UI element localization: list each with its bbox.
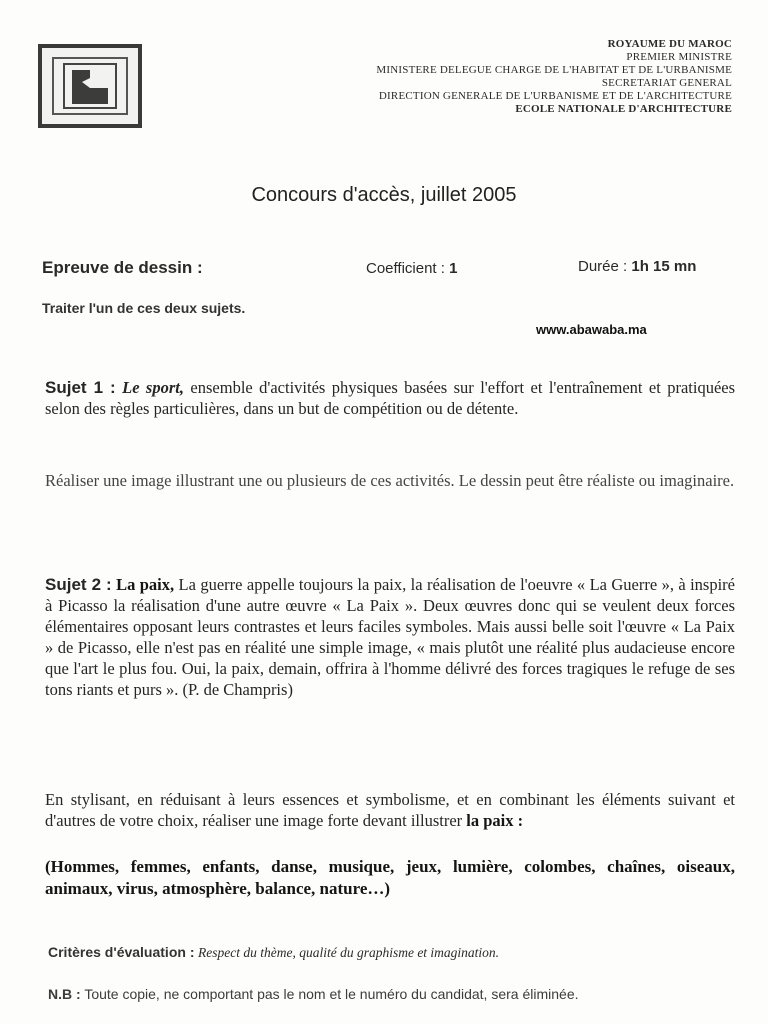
- school-emblem-icon: [38, 44, 142, 128]
- sujet2-task: [45, 789, 735, 831]
- sujet2-text: La guerre appelle toujours la paix, la réalisation de l'oeuvre « La Guerre », à inspiré à Picasso la réalisation d'une autre œuvre « La Paix ». Deux œuvres donc qui se veulent deux forces élémentaires opposant leurs contrastes et leurs faciles symboles. Mais aussi belle soit l'œuvre « La Paix » de Picasso, elle n'est pas en réalité une simple image, « mais plutôt une réalité plus audacieuse encore que l'art le plus fou. Oui, la paix, demain, offrira à l'homme délivré des forces tragiques le refuge de ses tons riants et purs ». (P. de Champris): [45, 575, 735, 699]
- instruction: Traiter l'un de ces deux sujets.: [42, 300, 246, 316]
- sujet2-task-bold: la paix :: [466, 811, 524, 830]
- sujet1-text: ensemble d'activités physiques basées sur l'effort et l'entraînement et pratiquées selon des règles particulières, dans un but de compétition ou de détente.: [45, 378, 736, 418]
- sujet1-keyword: Le sport,: [122, 378, 184, 397]
- criteria-text: Respect du thème, qualité du graphisme et imagination.: [197, 945, 500, 960]
- duration-label: Durée :: [578, 258, 628, 275]
- nb-label: N.B :: [48, 986, 81, 1002]
- coefficient-label: Coefficient :: [366, 260, 445, 277]
- sujet2-task-text: En stylisant, en réduisant à leurs essences et symbolisme, et en combinant les éléments suivant et d'autres de votre choix, réaliser une image forte devant illustrer: [45, 790, 735, 830]
- coefficient-value: 1: [449, 260, 458, 277]
- institution-header: [262, 38, 732, 116]
- website-watermark: www.abawaba.ma: [536, 322, 647, 337]
- sujet2-lead: Sujet 2 :: [45, 575, 112, 594]
- sujet1-lead: Sujet 1 :: [45, 378, 116, 397]
- header-line: ECOLE NATIONALE D'ARCHITECTURE: [515, 103, 732, 115]
- sujet2-elements: (Hommes, femmes, enfants, danse, musique, jeux, lumière, colombes, chaînes, oiseaux, animaux, virus, atmosphère, balance, nature…): [45, 857, 735, 898]
- header-line: SECRETARIAT GENERAL: [601, 77, 732, 89]
- sujet1-paragraph: [45, 377, 735, 419]
- coefficient: [366, 260, 457, 277]
- duration-value: 1h 15 mn: [631, 258, 697, 275]
- page-title: Concours d'accès, juillet 2005: [251, 184, 517, 206]
- sujet2-paragraph: [45, 574, 735, 700]
- duration: [578, 258, 696, 275]
- header-line: MINISTERE DELEGUE CHARGE DE L'HABITAT ET DE L'URBANISME: [376, 64, 732, 76]
- header-line: PREMIER MINISTRE: [626, 51, 732, 63]
- criteria-label: Critères d'évaluation :: [48, 944, 195, 960]
- nb-text: Toute copie, ne comportant pas le nom et le numéro du candidat, sera éliminée.: [84, 986, 579, 1002]
- nota-bene: [48, 986, 738, 1003]
- sujet1-task: Réaliser une image illustrant une ou plusieurs de ces activités. Le dessin peut être réaliste ou imaginaire.: [45, 471, 735, 490]
- header-line: DIRECTION GENERALE DE L'URBANISME ET DE L'ARCHITECTURE: [378, 90, 732, 102]
- evaluation-criteria: [48, 944, 499, 962]
- sujet2-keyword: La paix,: [116, 575, 175, 594]
- header-line: ROYAUME DU MAROC: [607, 38, 732, 50]
- exam-name: Epreuve de dessin :: [42, 258, 203, 277]
